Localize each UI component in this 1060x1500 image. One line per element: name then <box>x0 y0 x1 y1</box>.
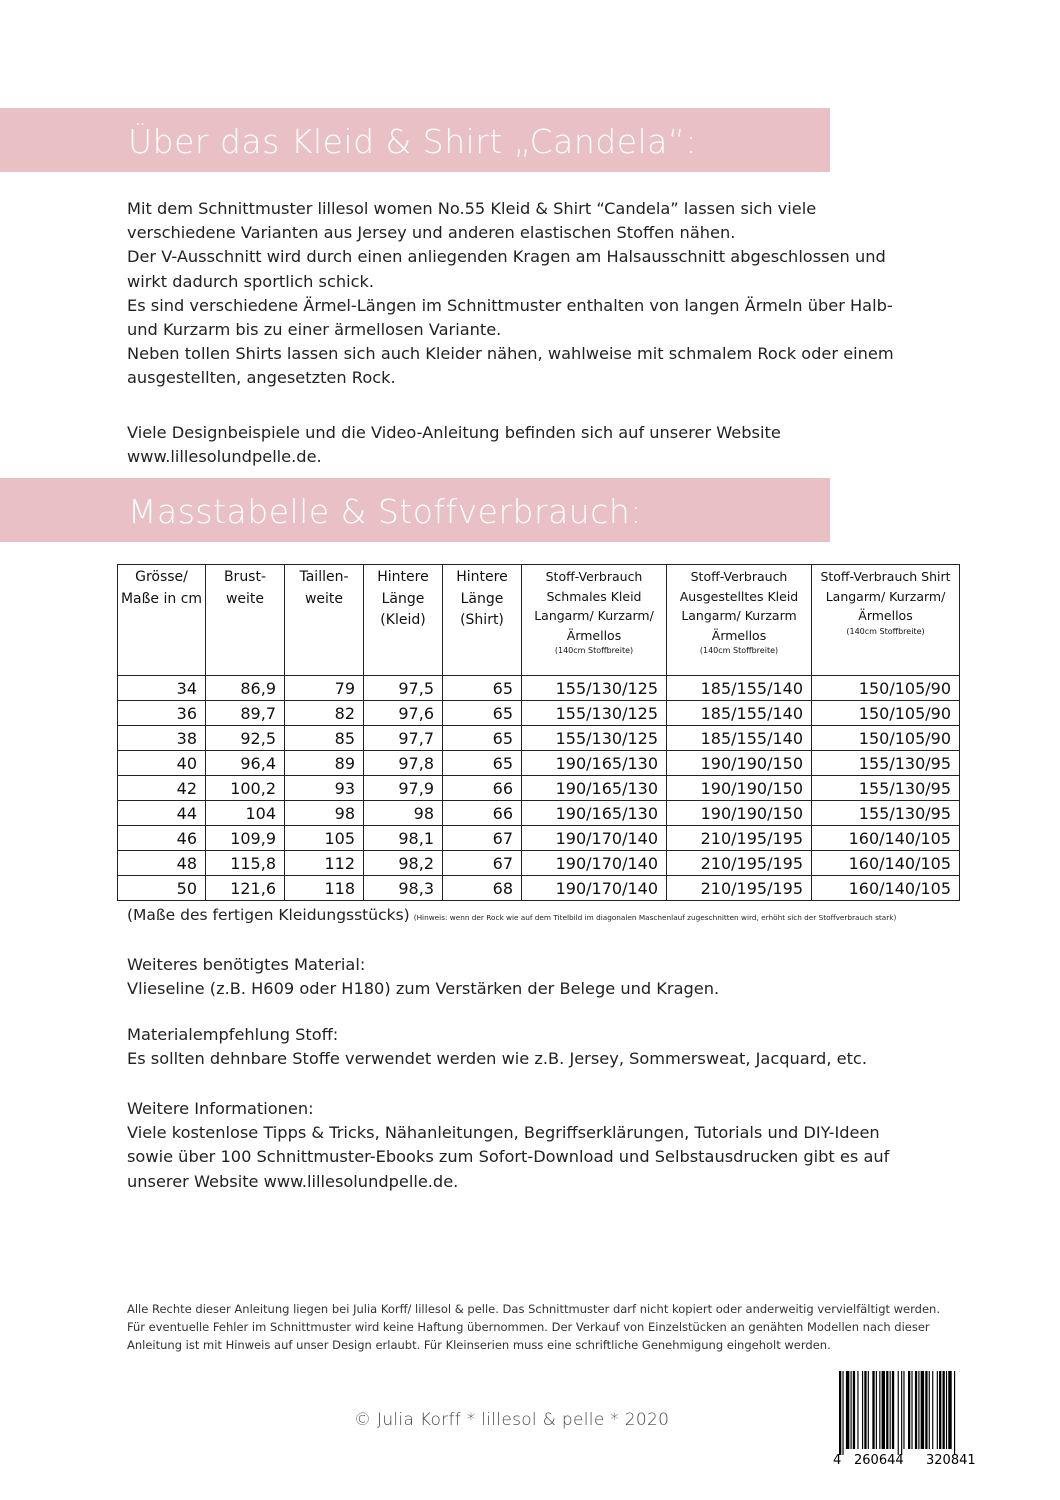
intro-paragraph: Mit dem Schnittmuster lillesol women No.55 Kleid & Shirt “Candela” lassen sich viele verschiedene Varianten aus Jersey und anderen elastischen Stoffen nähen. <box>127 199 817 243</box>
barcode-bar <box>851 1371 852 1449</box>
barcode-bar <box>932 1371 933 1449</box>
table-cell: 86,9 <box>206 676 285 701</box>
table-cell: 150/105/90 <box>812 701 960 726</box>
table-cell: 65 <box>443 701 522 726</box>
table-cell: 190/190/150 <box>667 776 812 801</box>
table-row <box>118 801 960 826</box>
table-cell: 115,8 <box>206 851 285 876</box>
barcode-bar <box>921 1371 924 1449</box>
table-cell: 97,5 <box>364 676 443 701</box>
table-cell: 190/190/150 <box>667 751 812 776</box>
material-section <box>127 953 927 1001</box>
table-header-cell: Hintere Länge (Kleid) <box>364 565 443 676</box>
barcode-bar <box>946 1371 947 1449</box>
section-heading-about: Über das Kleid & Shirt „Candela“: <box>128 122 698 161</box>
table-cell: 118 <box>285 876 364 901</box>
table-cell: 185/155/140 <box>667 701 812 726</box>
barcode-bar <box>954 1371 955 1455</box>
barcode-bar <box>903 1371 904 1449</box>
table-cell: 104 <box>206 801 285 826</box>
table-cell: 67 <box>443 851 522 876</box>
section-heading-sizes: Masstabelle & Stoffverbrauch: <box>128 492 642 531</box>
table-cell: 67 <box>443 826 522 851</box>
material-text: Vlieseline (z.B. H609 oder H180) zum Verstärken der Belege und Kragen. <box>127 979 720 999</box>
table-header-cell: Stoff-Verbrauch Ausgestelltes Kleid Langarm/ Kurzarm Ärmellos (140cm Stoffbreite) <box>667 565 812 676</box>
barcode-bar <box>915 1371 917 1449</box>
table-cell: 66 <box>443 801 522 826</box>
table-cell: 185/155/140 <box>667 676 812 701</box>
size-table <box>117 564 960 901</box>
table-cell: 112 <box>285 851 364 876</box>
table-cell: 65 <box>443 676 522 701</box>
intro-text <box>127 197 927 391</box>
table-cell: 155/130/125 <box>522 676 667 701</box>
table-cell: 40 <box>118 751 206 776</box>
intro-paragraph: Neben tollen Shirts lassen sich auch Kleider nähen, wahlweise mit schmalem Rock oder einem ausgestellten, angesetzten Rock. <box>127 344 894 388</box>
table-cell: 190/165/130 <box>522 751 667 776</box>
rights-text: Alle Rechte dieser Anleitung liegen bei Julia Korff/ lillesol & pelle. Das Schnittmuster darf nicht kopiert oder anderweitig vervielfältigt werden. Für eventuelle Fehler im Schnittmuster wird keine Haftung übernommen. Der Verkauf von Einzelstücken an genähten Modellen nach dieser Anleitung ist mit Hinweis auf unser Design erlaubt. Für Kleinserien muss eine schriftliche Genehmigung eingeholt werden. <box>127 1302 940 1353</box>
table-cell: 150/105/90 <box>812 726 960 751</box>
table-row <box>118 701 960 726</box>
barcode-bar <box>925 1371 927 1449</box>
barcode-bar <box>879 1371 880 1449</box>
table-cell: 66 <box>443 776 522 801</box>
barcode-bar <box>948 1371 951 1449</box>
table-cell: 210/195/195 <box>667 851 812 876</box>
table-cell: 46 <box>118 826 206 851</box>
section-banner-about <box>0 108 830 172</box>
barcode-bar <box>862 1371 863 1449</box>
table-cell: 65 <box>443 726 522 751</box>
barcode-bar <box>876 1371 877 1449</box>
table-cell: 160/140/105 <box>812 876 960 901</box>
table-cell: 89 <box>285 751 364 776</box>
table-cell: 97,9 <box>364 776 443 801</box>
copyright-line: © Julia Korff * lillesol & pelle * 2020 <box>354 1410 670 1430</box>
table-cell: 185/155/140 <box>667 726 812 751</box>
table-cell: 82 <box>285 701 364 726</box>
table-cell: 34 <box>118 676 206 701</box>
table-header-cell: Stoff-Verbrauch Shirt Langarm/ Kurzarm/ Ärmellos (140cm Stoffbreite) <box>812 565 960 676</box>
table-header-cell: Hintere Länge (Shirt) <box>443 565 522 676</box>
barcode-digits-left: 260644 <box>854 1453 904 1468</box>
barcode-bar <box>886 1371 888 1449</box>
table-row <box>118 751 960 776</box>
table-header-row <box>118 565 960 676</box>
table-cell: 190/190/150 <box>667 801 812 826</box>
barcode-bar <box>842 1371 843 1455</box>
table-cell: 98 <box>285 801 364 826</box>
table-header-cell: Stoff-Verbrauch Schmales Kleid Langarm/ Kurzarm/ Ärmellos (140cm Stoffbreite) <box>522 565 667 676</box>
intro-paragraph: Der V-Ausschnitt wird durch einen anliegenden Kragen am Halsausschnitt abgeschlossen und wirkt dadurch sportlich schick. <box>127 247 886 291</box>
website-note: Viele Designbeispiele und die Video-Anleitung befinden sich auf unserer Website www.lillesolundpelle.de. <box>127 423 781 467</box>
barcode-bar <box>872 1371 874 1449</box>
table-cell: 190/170/140 <box>522 851 667 876</box>
fabric-text: Es sollten dehnbare Stoffe verwendet werden wie z.B. Jersey, Sommersweat, Jacquard, etc. <box>127 1049 867 1069</box>
barcode <box>823 1371 993 1469</box>
table-cell: 68 <box>443 876 522 901</box>
barcode-bar <box>937 1371 938 1449</box>
barcode-bar <box>864 1371 866 1449</box>
barcode-bar <box>898 1371 899 1455</box>
table-cell: 105 <box>285 826 364 851</box>
table-cell: 210/195/195 <box>667 876 812 901</box>
table-cell: 89,7 <box>206 701 285 726</box>
table-cell: 65 <box>443 751 522 776</box>
table-row <box>118 851 960 876</box>
material-title: Weiteres benötigtes Material: <box>127 955 366 974</box>
barcode-bar <box>857 1371 858 1449</box>
barcode-digit-first: 4 <box>833 1453 842 1468</box>
table-cell: 97,6 <box>364 701 443 726</box>
table-row <box>118 676 960 701</box>
table-cell: 44 <box>118 801 206 826</box>
table-cell: 150/105/90 <box>812 676 960 701</box>
table-note-small: (Hinweis: wenn der Rock wie auf dem Titelbild im diagonalen Maschenlauf zugeschnitten wird, erhöht sich der Stoffverbrauch stark) <box>413 913 897 922</box>
table-cell: 190/170/140 <box>522 826 667 851</box>
table-header-cell: Brust- weite <box>206 565 285 676</box>
barcode-bar <box>846 1371 849 1449</box>
table-cell: 155/130/95 <box>812 801 960 826</box>
barcode-digits-right: 320841 <box>926 1453 976 1468</box>
info-section <box>127 1097 927 1194</box>
table-cell: 155/130/95 <box>812 776 960 801</box>
table-cell: 92,5 <box>206 726 285 751</box>
table-cell: 36 <box>118 701 206 726</box>
barcode-bar <box>943 1371 945 1449</box>
table-cell: 98,3 <box>364 876 443 901</box>
section-banner-sizes <box>0 478 830 542</box>
barcode-bar <box>868 1371 869 1449</box>
table-cell: 50 <box>118 876 206 901</box>
table-cell: 48 <box>118 851 206 876</box>
barcode-bar <box>853 1371 855 1449</box>
table-note <box>127 906 896 924</box>
table-cell: 155/130/125 <box>522 701 667 726</box>
table-cell: 190/165/130 <box>522 801 667 826</box>
info-title: Weitere Informationen: <box>127 1099 314 1118</box>
table-row <box>118 876 960 901</box>
table-cell: 38 <box>118 726 206 751</box>
barcode-bar <box>882 1371 885 1449</box>
table-cell: 160/140/105 <box>812 851 960 876</box>
table-cell: 190/170/140 <box>522 876 667 901</box>
barcode-bar <box>908 1371 910 1449</box>
table-header-cell: Grösse/ Maße in cm <box>118 565 206 676</box>
fabric-section <box>127 1023 927 1071</box>
table-note-main: (Maße des fertigen Kleidungsstücks) <box>127 906 410 924</box>
table-cell: 121,6 <box>206 876 285 901</box>
table-cell: 98,1 <box>364 826 443 851</box>
table-header-cell: Taillen- weite <box>285 565 364 676</box>
table-cell: 109,9 <box>206 826 285 851</box>
table-cell: 96,4 <box>206 751 285 776</box>
barcode-bar <box>918 1371 919 1449</box>
table-cell: 79 <box>285 676 364 701</box>
barcode-bar <box>892 1371 894 1449</box>
table-cell: 160/140/105 <box>812 826 960 851</box>
barcode-bar <box>929 1371 930 1449</box>
table-cell: 97,8 <box>364 751 443 776</box>
table-row <box>118 726 960 751</box>
table-cell: 100,2 <box>206 776 285 801</box>
barcode-bar <box>901 1371 902 1455</box>
barcode-bar <box>939 1371 941 1449</box>
table-cell: 155/130/95 <box>812 751 960 776</box>
table-cell: 190/165/130 <box>522 776 667 801</box>
fabric-title: Materialempfehlung Stoff: <box>127 1025 339 1044</box>
table-cell: 93 <box>285 776 364 801</box>
info-text: Viele kostenlose Tipps & Tricks, Nähanleitungen, Begriffserklärungen, Tutorials und DIY-Ideen sowie über 100 Schnittmuster-Ebooks zum Sofort-Download und Selbstausdrucken gibt es auf unserer Website www.lillesolundpelle.de. <box>127 1123 890 1191</box>
table-row <box>118 776 960 801</box>
table-cell: 155/130/125 <box>522 726 667 751</box>
table-cell: 42 <box>118 776 206 801</box>
table-cell: 98,2 <box>364 851 443 876</box>
barcode-bar <box>839 1371 841 1455</box>
table-cell: 98 <box>364 801 443 826</box>
barcode-bar <box>911 1371 912 1449</box>
barcode-bar <box>890 1371 891 1449</box>
table-row <box>118 826 960 851</box>
table-cell: 85 <box>285 726 364 751</box>
intro-paragraph: Es sind verschiedene Ärmel-Längen im Schnittmuster enthalten von langen Ärmeln über Halb- und Kurzarm bis zu einer ärmellosen Variante. <box>127 295 893 340</box>
table-cell: 210/195/195 <box>667 826 812 851</box>
table-cell: 97,7 <box>364 726 443 751</box>
rights-notice <box>127 1300 947 1355</box>
